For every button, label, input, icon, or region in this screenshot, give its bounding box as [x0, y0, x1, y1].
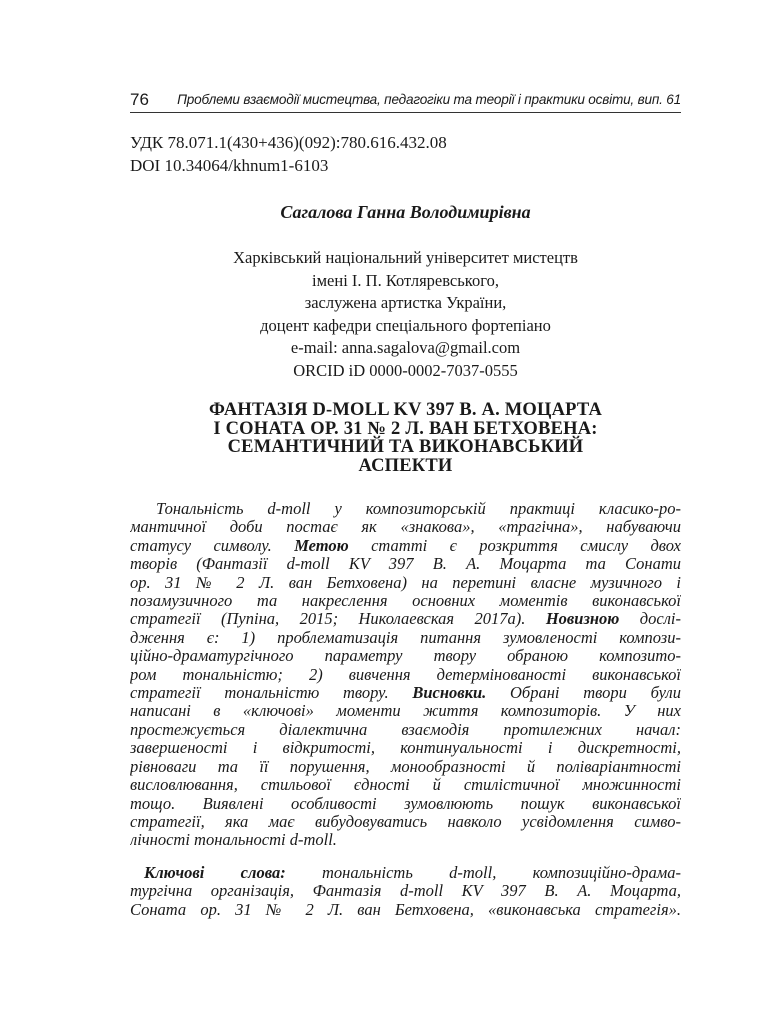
- affiliation-line: заслужена артистка України,: [304, 293, 507, 312]
- keywords-line: [130, 901, 681, 919]
- author-affiliation: [130, 247, 681, 382]
- abstract-line: [130, 758, 681, 776]
- abstract-line: [130, 629, 681, 647]
- abstract-text: ром тональністю; 2) вивчення детермінованості виконавської: [130, 665, 681, 684]
- title-line: СЕМАНТИЧНИЙ ТА ВИКОНАВСЬКИЙ: [227, 437, 584, 457]
- abstract-text: лічності тональності d-moll.: [130, 831, 337, 850]
- abstract-line: [130, 574, 681, 592]
- abstract-line: [130, 647, 681, 665]
- abstract-text: стратегії тональністю твору.: [130, 684, 413, 703]
- abstract-text: творів (Фантазії d-moll KV 397 В. А. Моцарта та Сонати: [130, 555, 681, 574]
- title-line: АСПЕКТИ: [358, 455, 453, 476]
- page-number: 76: [130, 90, 149, 109]
- author-name: Сагалова Ганна Володимирівна: [280, 202, 531, 222]
- abstract-text: тощо. Виявлені особливості зумовлюють пошук виконавської: [130, 794, 681, 813]
- author-orcid: ORCID iD 0000-0002-7037-0555: [293, 360, 518, 380]
- abstract-line: [130, 666, 681, 684]
- abstract-text: дослі-: [619, 610, 681, 629]
- udc-code: УДК 78.071.1(430+436)(092):780.616.432.08: [130, 133, 447, 152]
- keywords-bold-term: Ключові слова:: [144, 864, 286, 882]
- keywords-text: тургічна організація, Фантазія d-moll KV 397 В. А. Моцарта,: [130, 882, 681, 901]
- abstract-line: [130, 610, 681, 628]
- abstract-text: мантичної доби постає як «знакова», «трагічна», набуваючи: [130, 518, 681, 537]
- abstract-line: [130, 702, 681, 720]
- affiliation-line: імені І. П. Котляревського,: [312, 270, 499, 290]
- abstract-line: [130, 813, 681, 831]
- identifiers: [130, 131, 447, 177]
- abstract: [130, 500, 681, 850]
- abstract-line: [130, 739, 681, 757]
- abstract-line: [130, 555, 681, 573]
- title-line: ФАНТАЗІЯ D-MOLL KV 397 В. А. МОЦАРТА: [208, 400, 603, 420]
- abstract-bold-term: Висновки.: [412, 684, 487, 703]
- abstract-text: стратегії (Пупіна, 2015; Николаевская 2017a).: [130, 610, 546, 629]
- abstract-line: [130, 795, 681, 813]
- abstract-text: ційно-драматургічного параметру твору обраною композито-: [130, 647, 681, 666]
- doi: DOI 10.34064/khnum1-6103: [130, 156, 329, 175]
- abstract-bold-term: Метою: [294, 536, 349, 555]
- keywords-text: тональність d-moll, композиційно-драма-: [285, 864, 681, 882]
- journal-title: Проблеми взаємодії мистецтва, педагогіки та теорії і практики освіти, вип. 61: [177, 92, 681, 107]
- abstract-line: [130, 537, 681, 555]
- abstract-line: [130, 500, 681, 518]
- abstract-line: [130, 684, 681, 702]
- abstract-line: [130, 518, 681, 536]
- abstract-text: рівноваги та її порушення, монообразності й поліваріантності: [130, 757, 681, 776]
- abstract-line: [130, 592, 681, 610]
- title-line: І СОНАТА ОР. 31 № 2 Л. ВАН БЕТХОВЕНА:: [213, 418, 598, 439]
- abstract-line: [130, 776, 681, 794]
- keywords-line: [130, 864, 681, 882]
- affiliation-line: Харківський національний університет мистецтв: [233, 248, 578, 267]
- keywords: [130, 864, 681, 919]
- abstract-line: [130, 721, 681, 739]
- page: [130, 0, 681, 1024]
- abstract-text: статусу символу.: [130, 536, 295, 555]
- abstract-text: дження є: 1) проблематизація питання зумовленості компози-: [130, 628, 681, 647]
- author-email: e-mail: anna.sagalova@gmail.com: [290, 338, 521, 357]
- article-title: [130, 401, 681, 475]
- abstract-text: Обрані твори були: [486, 684, 681, 703]
- abstract-text: позамузичного та накреслення основних моментів виконавської: [130, 592, 681, 611]
- abstract-text: ор. 31 № 2 Л. ван Бетховена) на перетині власне музичного і: [130, 573, 681, 592]
- abstract-line: [130, 831, 681, 849]
- keywords-text: Соната ор. 31 № 2 Л. ван Бетховена, «виконавська стратегія».: [130, 900, 681, 919]
- abstract-text: статті є розкриття смислу двох: [348, 536, 681, 555]
- affiliation-line: доцент кафедри спеціального фортепіано: [260, 315, 551, 335]
- keywords-line: [130, 882, 681, 900]
- abstract-text: стратегії, яка має вибудовуватись навколо усвідомлення симво-: [130, 812, 681, 831]
- abstract-text: висловлювання, стильової єдності й стилістичної множинності: [130, 776, 681, 795]
- abstract-bold-term: Новизною: [545, 610, 620, 629]
- abstract-text: простежується діалектична взаємодія протилежних начал:: [130, 720, 681, 739]
- abstract-text: написані в «ключові» моменти життя композиторів. У них: [130, 702, 681, 721]
- running-head: [130, 90, 681, 113]
- abstract-text: завершеності і відкритості, континуальності і дискретності,: [130, 739, 681, 758]
- abstract-text: Тональність d-moll у композиторській практиці класико-ро-: [156, 500, 681, 518]
